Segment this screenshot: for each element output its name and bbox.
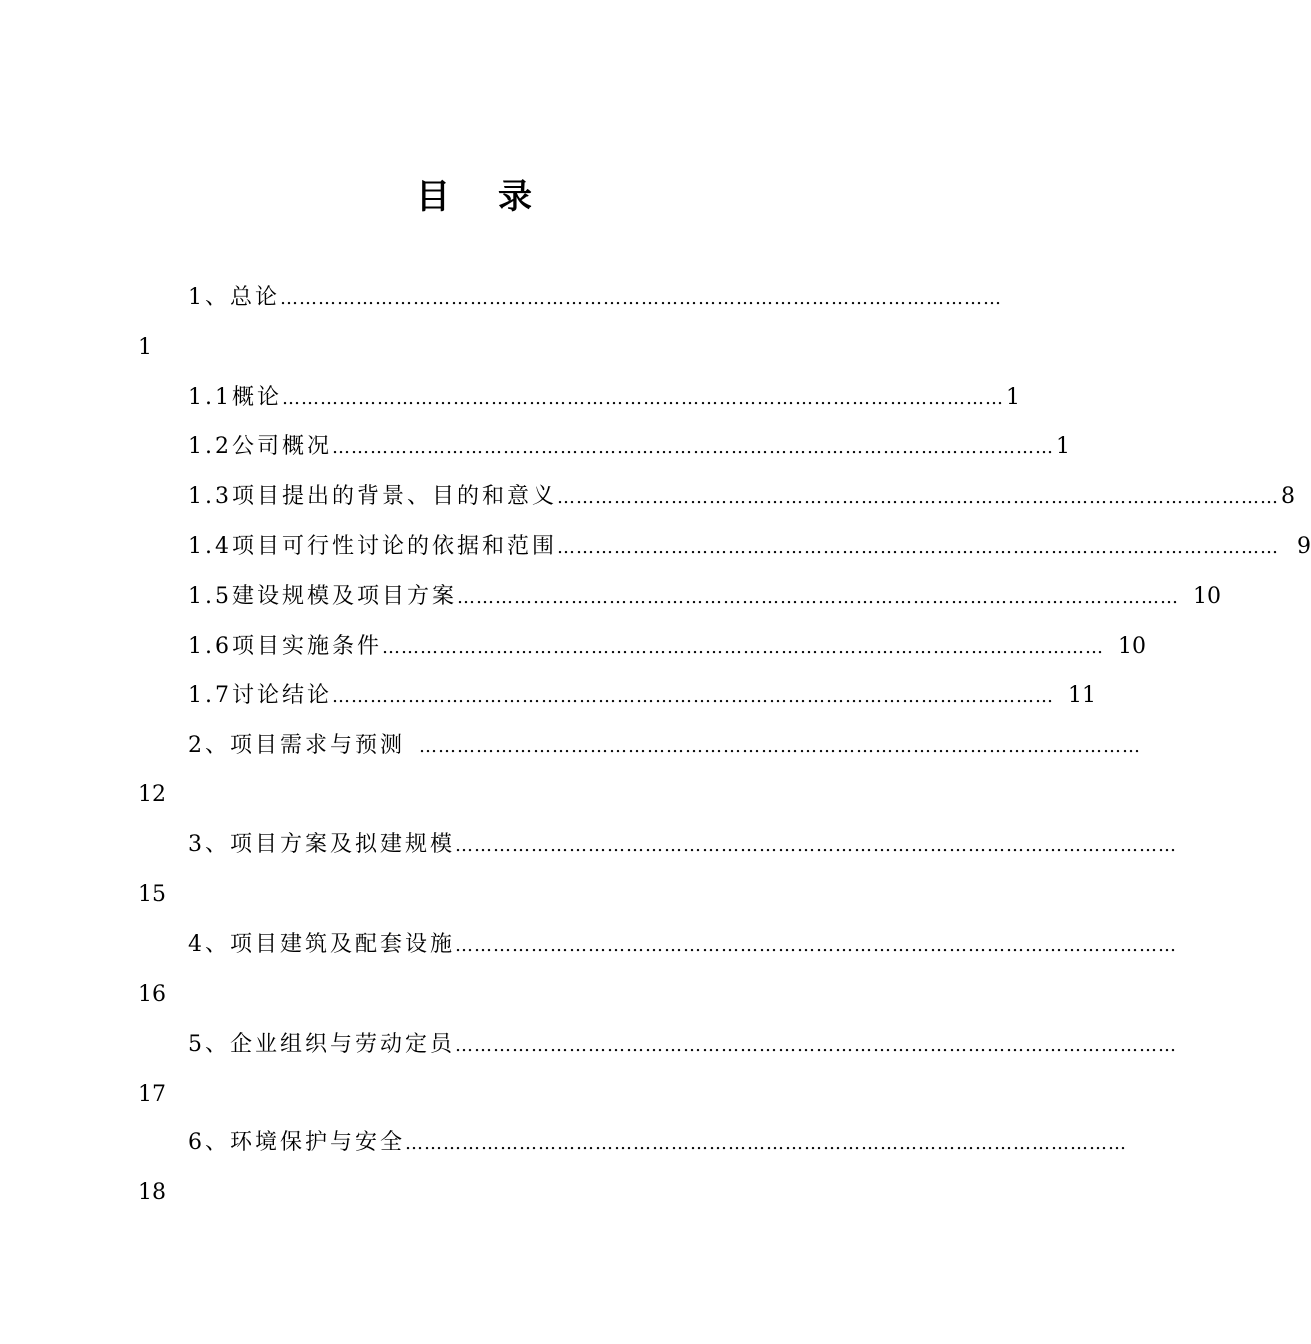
toc-entry-page: 8 bbox=[1281, 484, 1295, 509]
toc-entry-page: 1 bbox=[1006, 385, 1020, 410]
toc-leader-dots: …………………………………………………………………………………………………… bbox=[457, 587, 1179, 608]
toc-entry-page: 9 bbox=[1297, 534, 1311, 559]
toc-entry-page: 17 bbox=[138, 1082, 166, 1107]
toc-entry-page: 1 bbox=[138, 335, 152, 360]
toc-entry-label: 1.4项目可行性讨论的依据和范围 bbox=[188, 534, 557, 559]
toc-entry-label: 1.1概论 bbox=[188, 385, 282, 410]
toc-entry-page: 1 bbox=[1056, 434, 1070, 459]
toc-entry-label: 1.6项目实施条件 bbox=[188, 634, 382, 659]
title-char-2: 录 bbox=[498, 177, 534, 217]
toc-entry-label: 1.7讨论结论 bbox=[188, 683, 332, 708]
toc-entry-label: 1.3项目提出的背景、目的和意义 bbox=[188, 484, 557, 509]
toc-entry-2[interactable] bbox=[188, 731, 1141, 762]
toc-entry-1-2[interactable] bbox=[188, 432, 1070, 463]
toc-entry-1[interactable] bbox=[188, 283, 1002, 314]
toc-leader-dots: …………………………………………………………………………………………………… bbox=[282, 388, 1004, 409]
toc-leader-dots: …………………………………………………………………………………………………… bbox=[382, 637, 1104, 658]
toc-entry-1-3[interactable] bbox=[188, 482, 1295, 513]
toc-entry-3[interactable] bbox=[188, 830, 1177, 861]
toc-entry-page: 10 bbox=[1193, 584, 1221, 609]
toc-entry-page: 11 bbox=[1068, 683, 1096, 708]
toc-entry-label: 3、项目方案及拟建规模 bbox=[188, 832, 455, 857]
toc-entry-1-1[interactable] bbox=[188, 383, 1020, 414]
toc-entry-label: 4、项目建筑及配套设施 bbox=[188, 932, 455, 957]
toc-entry-5[interactable] bbox=[188, 1030, 1177, 1061]
toc-entry-page: 15 bbox=[138, 882, 166, 907]
toc-leader-dots: …………………………………………………………………………………………………… bbox=[557, 487, 1279, 508]
toc-leader-dots: …………………………………………………………………………………………………… bbox=[455, 935, 1177, 956]
toc-leader-dots: …………………………………………………………………………………………………… bbox=[557, 537, 1279, 558]
page-title bbox=[0, 172, 950, 222]
toc-leader-dots: …………………………………………………………………………………………………… bbox=[455, 835, 1177, 856]
toc-leader-dots: …………………………………………………………………………………………………… bbox=[332, 437, 1054, 458]
toc-entry-1-5[interactable] bbox=[188, 582, 1221, 613]
toc-entry-1-4[interactable] bbox=[188, 532, 1311, 563]
toc-leader-dots: …………………………………………………………………………………………………… bbox=[280, 288, 1002, 309]
toc-entry-page: 16 bbox=[138, 982, 166, 1007]
title-char-1: 目 bbox=[416, 177, 452, 217]
toc-leader-dots: …………………………………………………………………………………………………… bbox=[419, 736, 1141, 757]
toc-leader-dots: …………………………………………………………………………………………………… bbox=[455, 1035, 1177, 1056]
toc-entry-label: 5、企业组织与劳动定员 bbox=[188, 1032, 455, 1057]
toc-entry-page: 18 bbox=[138, 1180, 166, 1205]
toc-entry-1-7[interactable] bbox=[188, 681, 1096, 712]
toc-leader-dots: …………………………………………………………………………………………………… bbox=[405, 1133, 1127, 1154]
toc-leader-dots: …………………………………………………………………………………………………… bbox=[332, 686, 1054, 707]
toc-entry-label: 2、项目需求与预测 bbox=[188, 733, 405, 758]
toc-entry-page: 10 bbox=[1118, 634, 1146, 659]
toc-entry-page: 12 bbox=[138, 782, 166, 807]
toc-entry-label: 1.5建设规模及项目方案 bbox=[188, 584, 457, 609]
toc-entry-1-6[interactable] bbox=[188, 632, 1146, 663]
toc-entry-label: 1.2公司概况 bbox=[188, 434, 332, 459]
toc-entry-label: 6、环境保护与安全 bbox=[188, 1130, 405, 1155]
toc-entry-4[interactable] bbox=[188, 930, 1177, 961]
toc-entry-label: 1、总论 bbox=[188, 285, 280, 310]
toc-entry-6[interactable] bbox=[188, 1128, 1127, 1159]
